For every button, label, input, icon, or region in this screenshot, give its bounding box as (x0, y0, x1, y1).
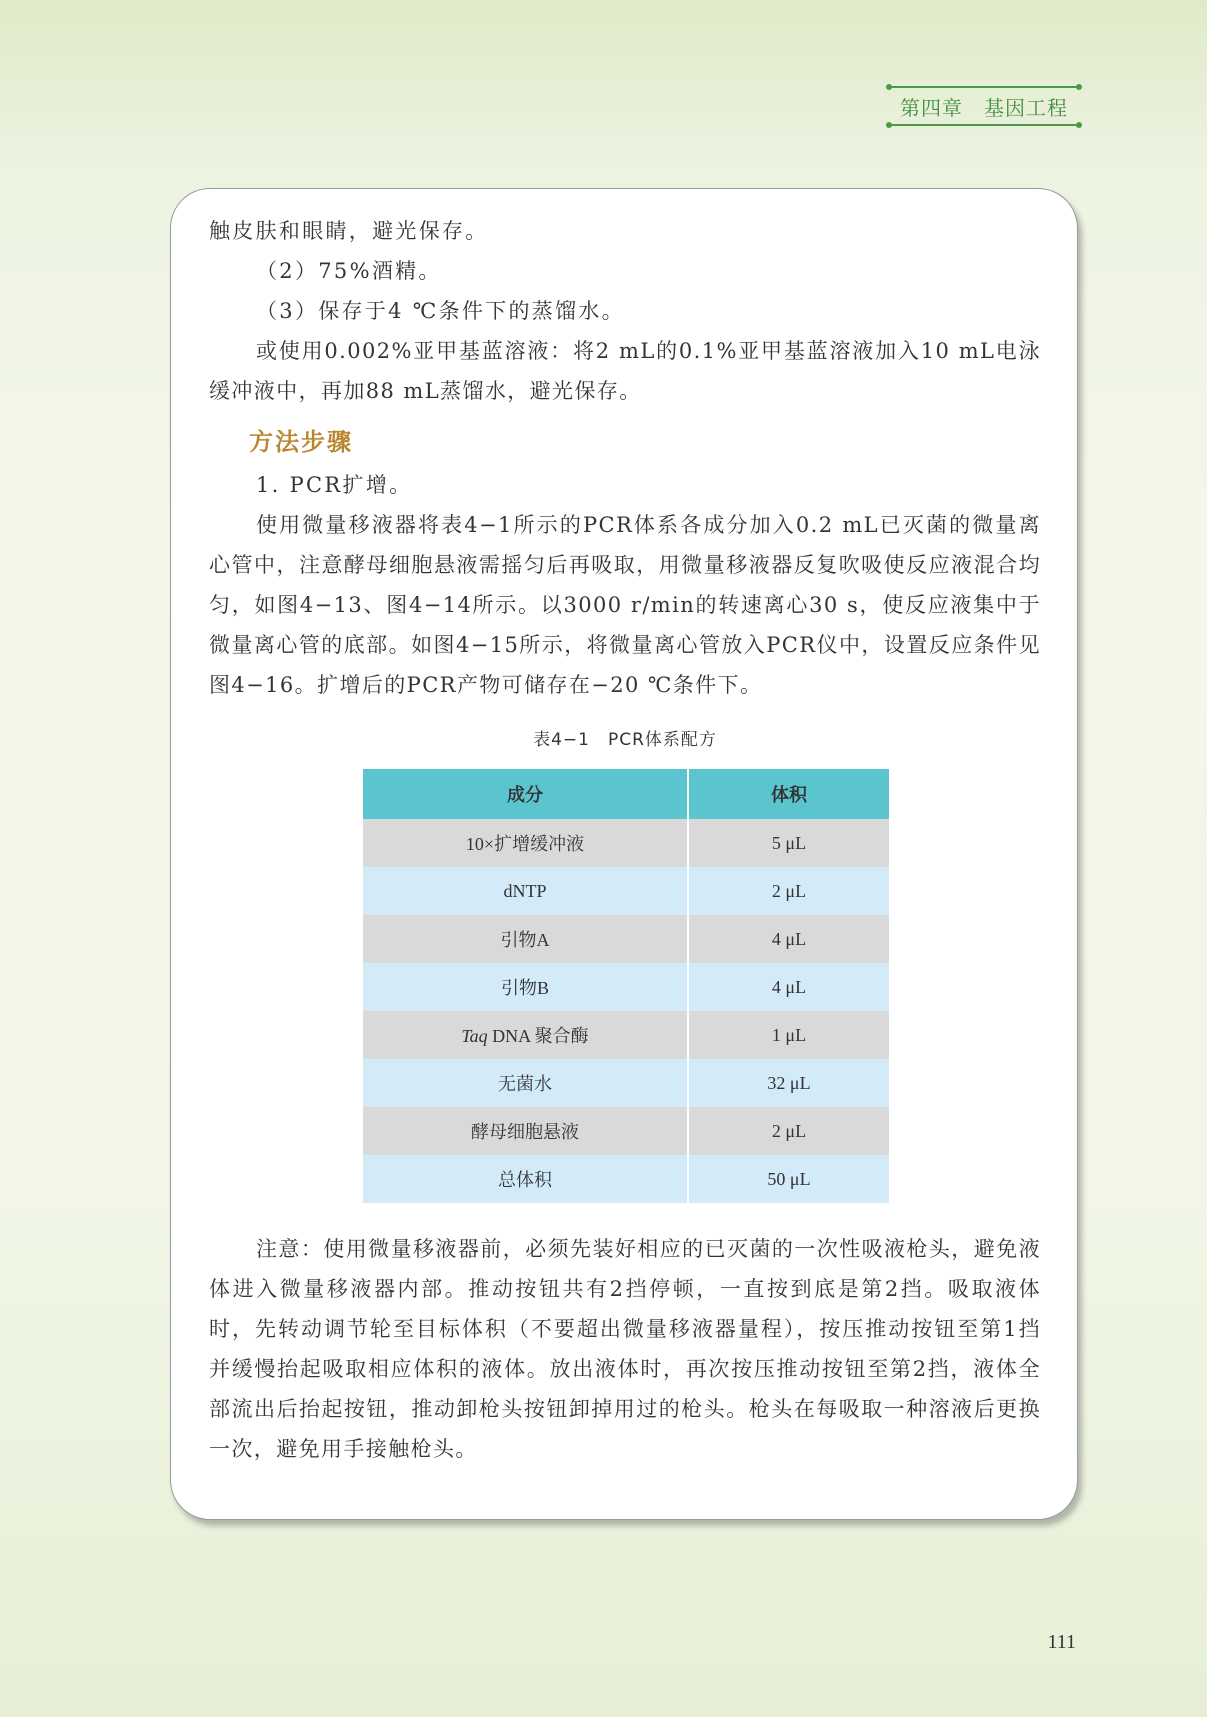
page-number: 111 (1047, 1631, 1076, 1653)
step-title: 1. PCR扩增。 (256, 473, 413, 497)
table-row (363, 915, 889, 963)
card-content (209, 211, 1041, 1469)
volume-cell: 32 μL (688, 1059, 889, 1107)
table-row (363, 867, 889, 915)
header-rule-bottom (889, 124, 1079, 126)
component-cell (363, 915, 688, 963)
note-paragraph: 注意：使用微量移液器前，必须先装好相应的已灭菌的一次性吸液枪头，避免液体进入微量移液器内部。推动按钮共有2挡停顿，一直按到底是第2挡。吸取液体时，先转动调节轮至目标体积（不要超出微量移液器量程），按压推动按钮至第1挡并缓慢抬起吸取相应体积的液体。放出液体时，再次按压推动按钮至第2挡，液体全部流出后抬起按钮，推动卸枪头按钮卸掉用过的枪头。枪头在每吸取一种溶液后更换一次，避免用手接触枪头。 (209, 1237, 1041, 1461)
step-paragraph: 使用微量移液器将表4−1所示的PCR体系各成分加入0.2 mL已灭菌的微量离心管中，注意酵母细胞悬液需摇匀后再吸取，用微量移液器反复吹吸使反应液混合均匀，如图4−13、图4−14所示。以3000 r/min的转速离心30 s，使反应液集中于微量离心管的底部。如图4−15所示，将微量离心管放入PCR仪中，设置反应条件见图4−16。扩增后的PCR产物可储存在−20 ℃条件下。 (209, 513, 1041, 697)
content-card (170, 188, 1078, 1520)
component-cell (363, 1107, 688, 1155)
table-row (363, 1155, 889, 1203)
volume-cell: 4 μL (688, 915, 889, 963)
component-cell (363, 1059, 688, 1107)
table-row (363, 1059, 889, 1107)
component-cell (363, 1155, 688, 1203)
paragraph: （2）75%酒精。 (256, 259, 442, 283)
component-cell (363, 819, 688, 867)
column-header-volume: 体积 (688, 769, 889, 819)
component-name: 引物B (500, 978, 549, 998)
paragraph: （3）保存于4 ℃条件下的蒸馏水。 (256, 299, 625, 323)
component-name: 酵母细胞悬液 (471, 1122, 579, 1142)
table-header-row (363, 769, 889, 819)
volume-cell: 2 μL (688, 867, 889, 915)
volume-cell: 5 μL (688, 819, 889, 867)
component-name: DNA 聚合酶 (487, 1026, 589, 1046)
component-name: dNTP (503, 880, 547, 901)
pcr-recipe-table (363, 769, 889, 1203)
component-name: 10×扩增缓冲液 (465, 834, 585, 854)
header-rule-top (889, 86, 1079, 88)
table-row (363, 819, 889, 867)
paragraph: 或使用0.002%亚甲基蓝溶液：将2 mL的0.1%亚甲基蓝溶液加入10 mL电泳缓冲液中，再加88 mL蒸馏水，避光保存。 (209, 339, 1041, 403)
component-cell (363, 963, 688, 1011)
section-heading: 方法步骤 (249, 428, 353, 456)
table-row (363, 1107, 889, 1155)
component-cell (363, 867, 688, 915)
paragraph: 触皮肤和眼睛，避光保存。 (209, 219, 489, 243)
volume-cell: 4 μL (688, 963, 889, 1011)
volume-cell: 1 μL (688, 1011, 889, 1059)
component-cell (363, 1011, 688, 1059)
column-header-component: 成分 (363, 769, 688, 819)
table-row (363, 963, 889, 1011)
component-name: 无菌水 (498, 1074, 552, 1094)
component-name-italic: Taq (461, 1026, 488, 1046)
table-row (363, 1011, 889, 1059)
component-name: 总体积 (498, 1170, 552, 1190)
volume-cell: 2 μL (688, 1107, 889, 1155)
volume-cell: 50 μL (688, 1155, 889, 1203)
table-caption: 表4−1 PCR体系配方 (533, 730, 717, 750)
chapter-title: 第四章 基因工程 (900, 96, 1068, 120)
component-name: 引物A (500, 930, 550, 950)
